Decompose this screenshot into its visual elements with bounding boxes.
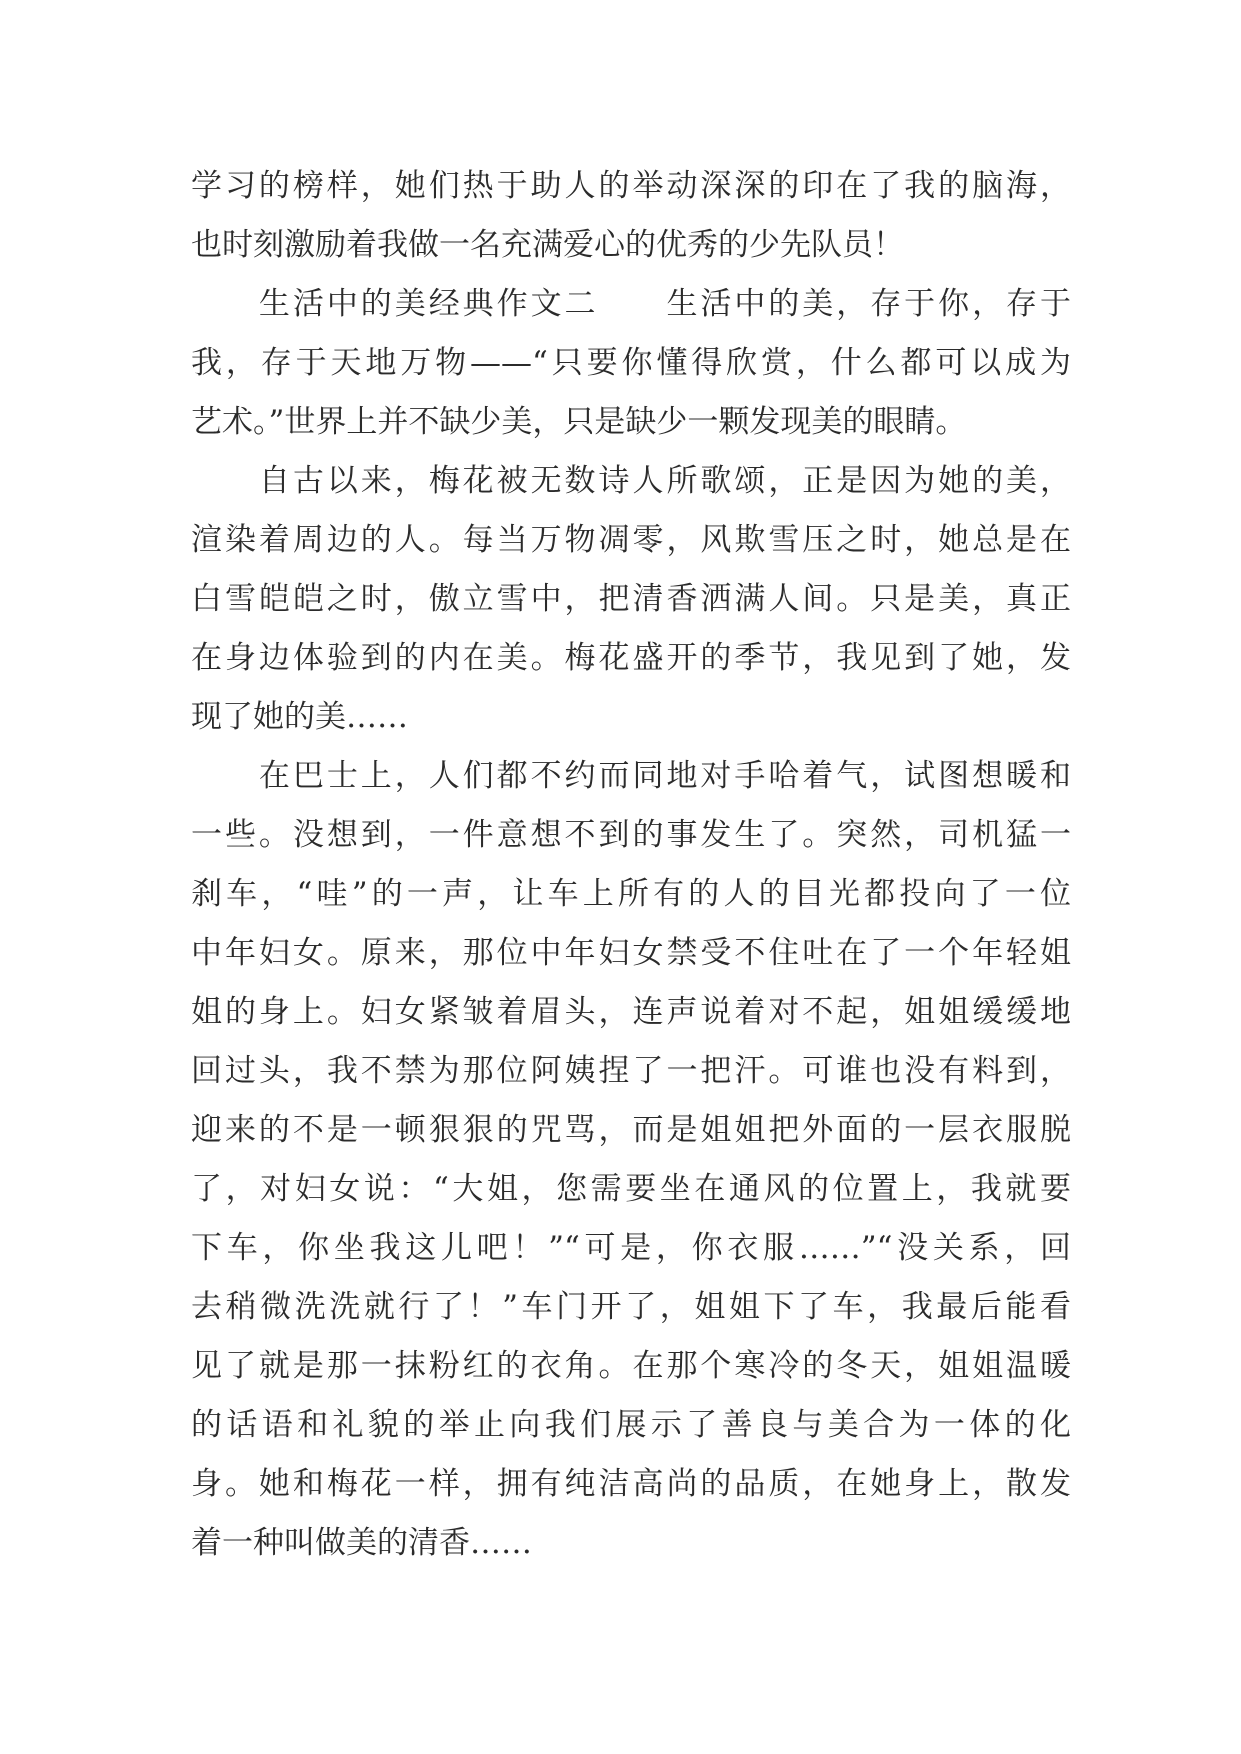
text-line: 了，对妇女说：“大姐，您需要坐在通风的位置上，我就要	[191, 1171, 1071, 1207]
text-line: 一些。没想到，一件意想不到的事发生了。突然，司机猛一	[191, 817, 1071, 853]
text-line: 渲染着周边的人。每当万物凋零，风欺雪压之时，她总是在	[191, 522, 1071, 558]
text-line: 白雪皑皑之时，傲立雪中，把清香洒满人间。只是美，真正	[191, 581, 1071, 617]
text-line: 见了就是那一抹粉红的衣角。在那个寒冷的冬天，姐姐温暖	[191, 1348, 1071, 1384]
text-line: 回过头，我不禁为那位阿姨捏了一把汗。可谁也没有料到，	[191, 1053, 1071, 1089]
text-line: 生活中的美经典作文二 生活中的美，存于你，存于	[191, 286, 1071, 322]
text-line: 我，存于天地万物——“只要你懂得欣赏，什么都可以成为	[191, 345, 1071, 381]
text-line: 迎来的不是一顿狠狠的咒骂，而是姐姐把外面的一层衣服脱	[191, 1112, 1071, 1148]
text-line: 自古以来，梅花被无数诗人所歌颂，正是因为她的美，	[191, 463, 1071, 499]
text-line: 在巴士上，人们都不约而同地对手哈着气，试图想暖和	[191, 758, 1071, 794]
text-line: 艺术。”世界上并不缺少美，只是缺少一颗发现美的眼睛。	[191, 404, 967, 440]
text-line: 现了她的美……	[191, 699, 408, 735]
text-line: 在身边体验到的内在美。梅花盛开的季节，我见到了她，发	[191, 640, 1071, 676]
text-line: 的话语和礼貌的举止向我们展示了善良与美合为一体的化	[191, 1407, 1071, 1443]
text-line: 去稍微洗洗就行了！”车门开了，姐姐下了车，我最后能看	[191, 1289, 1071, 1325]
text-line: 身。她和梅花一样，拥有纯洁高尚的品质，在她身上，散发	[191, 1466, 1071, 1502]
text-line: 刹车，“哇”的一声，让车上所有的人的目光都投向了一位	[191, 876, 1071, 912]
text-line: 着一种叫做美的清香……	[191, 1525, 532, 1561]
text-line: 学习的榜样，她们热于助人的举动深深的印在了我的脑海，	[191, 168, 1071, 204]
article-body	[191, 157, 1071, 1573]
text-line: 也时刻激励着我做一名充满爱心的优秀的少先队员！	[191, 227, 904, 263]
text-line: 中年妇女。原来，那位中年妇女禁受不住吐在了一个年轻姐	[191, 935, 1071, 971]
text-line: 下车，你坐我这儿吧！”“可是，你衣服……”“没关系，回	[191, 1230, 1071, 1266]
text-line: 姐的身上。妇女紧皱着眉头，连声说着对不起，姐姐缓缓地	[191, 994, 1071, 1030]
